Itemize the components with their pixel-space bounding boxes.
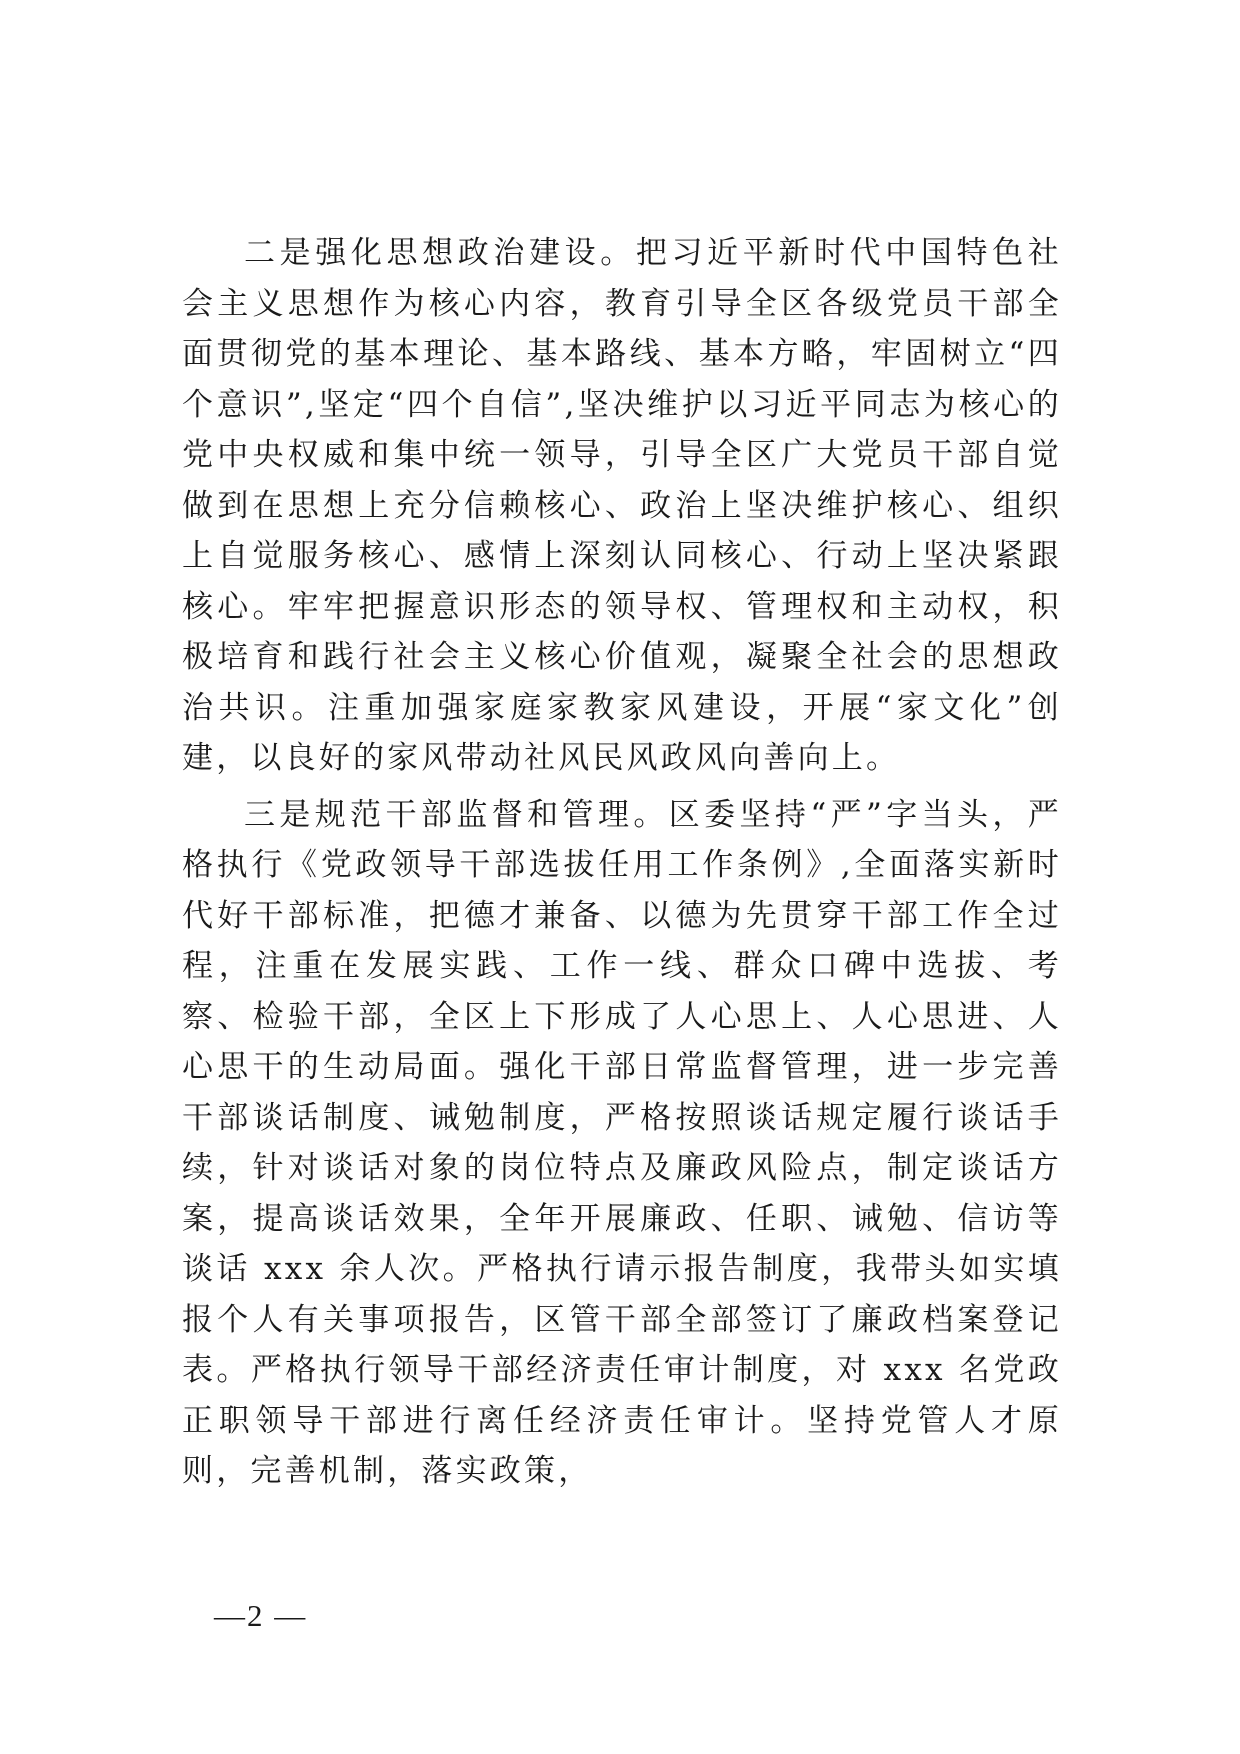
document-body: [182, 228, 1062, 1497]
paragraph-ideological-building: 二是强化思想政治建设。把习近平新时代中国特色社会主义思想作为核心内容，教育引导全区各级党员干部全面贯彻党的基本理论、基本路线、基本方略，牢固树立“四个意识”,坚定“四个自信”,坚决维护以习近平同志为核心的党中央权威和集中统一领导，引导全区广大党员干部自觉做到在思想上充分信赖核心、政治上坚决维护核心、组织上自觉服务核心、感情上深刻认同核心、行动上坚决紧跟核心。牢牢把握意识形态的领导权、管理权和主动权，积极培育和践行社会主义核心价值观，凝聚全社会的思想政治共识。注重加强家庭家教家风建设，开展“家文化”创建，以良好的家风带动社风民风政风向善向上。: [182, 235, 1062, 776]
paragraph-cadre-supervision: 三是规范干部监督和管理。区委坚持“严”字当头，严格执行《党政领导干部选拔任用工作条例》,全面落实新时代好干部标准，把德才兼备、以德为先贯穿干部工作全过程，注重在发展实践、工作一线、群众口碑中选拔、考察、检验干部，全区上下形成了人心思上、人心思进、人心思干的生动局面。强化干部日常监督管理，进一步完善干部谈话制度、诫勉制度，严格按照谈话规定履行谈话手续，针对谈话对象的岗位特点及廉政风险点，制定谈话方案，提高谈话效果，全年开展廉政、任职、诫勉、信访等谈话 xxx 余人次。严格执行请示报告制度，我带头如实填报个人有关事项报告，区管干部全部签订了廉政档案登记表。严格执行领导干部经济责任审计制度，对 xxx 名党政正职领导干部进行离任经济责任审计。坚持党管人才原则，完善机制，落实政策，: [182, 796, 1062, 1489]
page-number: —2 —: [214, 1598, 308, 1633]
